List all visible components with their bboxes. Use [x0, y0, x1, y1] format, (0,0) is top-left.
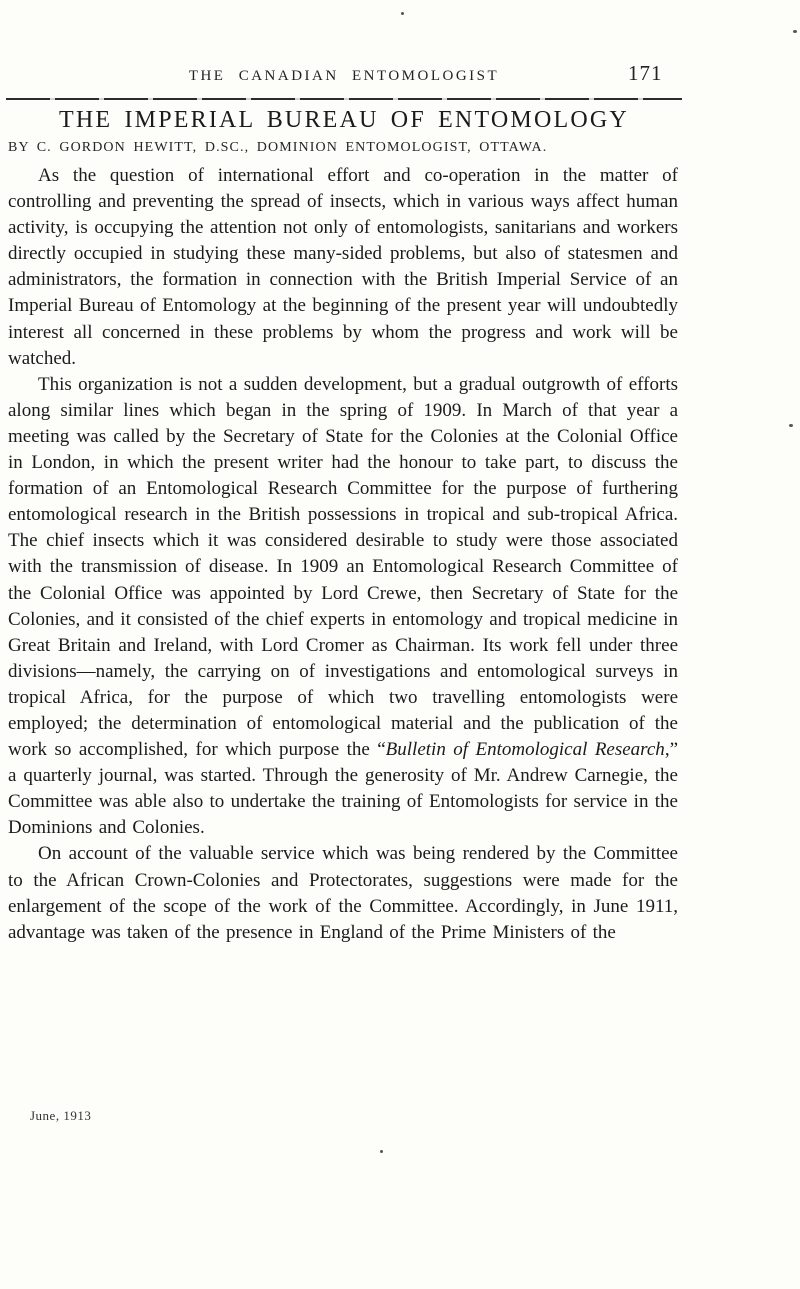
- scan-speck: [789, 424, 793, 427]
- journal-title-italic: Bulletin of Entomological Research: [385, 739, 665, 761]
- running-header: THE CANADIAN ENTOMOLOGIST: [188, 68, 500, 84]
- paragraph-2-text: This organization is not a sudden development, but a gradual outgrowth of efforts along similar lines which began in the spring of 1909. In March of that year a meeting was called by the Secretary of State for the Colonies at the Colonial Office in London, in which the present writer had the honour to take part, to discuss the formation of an Entomological Research Committee for the purpose of furthering entomological research in the British possessions in tropical and sub-tropical Africa. The chief insects which it was considered desirable to study were those associated with the transmission of disease. In 1909 an Entomological Research Committee of the Colonial Office was appointed by Lord Crewe, then Secretary of State for the Colonies, and it consisted of the chief experts in entomology and tropical medicine in Great Britain and Ireland, with Lord Cromer as Chairman. Its work fell under three divisions—namely, the carrying on of investigations and entomological surveys in tropical Africa, for the purpose of which two travelling entomologists were employed; the determination of entomological material and the publication of the work so accomplished, for which purpose the “: [8, 373, 678, 761]
- scan-speck: [793, 30, 797, 33]
- paragraph-3: On account of the valuable service which was being rendered by the Committee to the African Crown-Colonies and Protectorates, suggestions were made for the enlargement of the scope of the work of the Committee. Accordingly, in June 1911, advantage was taken of the presence in England of the Prime Ministers of the: [8, 843, 678, 943]
- paragraph-1: As the question of international effort and co-operation in the matter of controlling and preventing the spread of insects, which in various ways affect human activity, is occupying the attention not only of entomologists, sanitarians and workers directly occupied in studying these many-sided problems, but also of statesmen and administrators, the formation in connection with the British Imperial Service of an Imperial Bureau of Entomology at the beginning of the present year will undoubtedly interest all concerned in these problems by whom the progress and work will be watched.: [8, 165, 678, 369]
- article-title: THE IMPERIAL BUREAU OF ENTOMOLOGY: [59, 107, 629, 133]
- page-number: 171: [628, 61, 663, 85]
- scan-speck: [401, 12, 404, 15]
- paragraph-2: [8, 372, 678, 842]
- scan-speck: [380, 1150, 383, 1153]
- header-rule: [6, 98, 682, 100]
- footer-date: June, 1913: [30, 1108, 92, 1123]
- article-body: [8, 163, 678, 946]
- article-byline: BY C. GORDON HEWITT, D.SC., DOMINION ENTOMOLOGIST, OTTAWA.: [8, 140, 548, 155]
- paragraph-2-text-continued: ,” a quarterly journal, was started. Through the generosity of Mr. Andrew Carnegie, the Committee was able also to undertake the training of Entomologists for service in the Dominions and Colonies.: [8, 739, 678, 839]
